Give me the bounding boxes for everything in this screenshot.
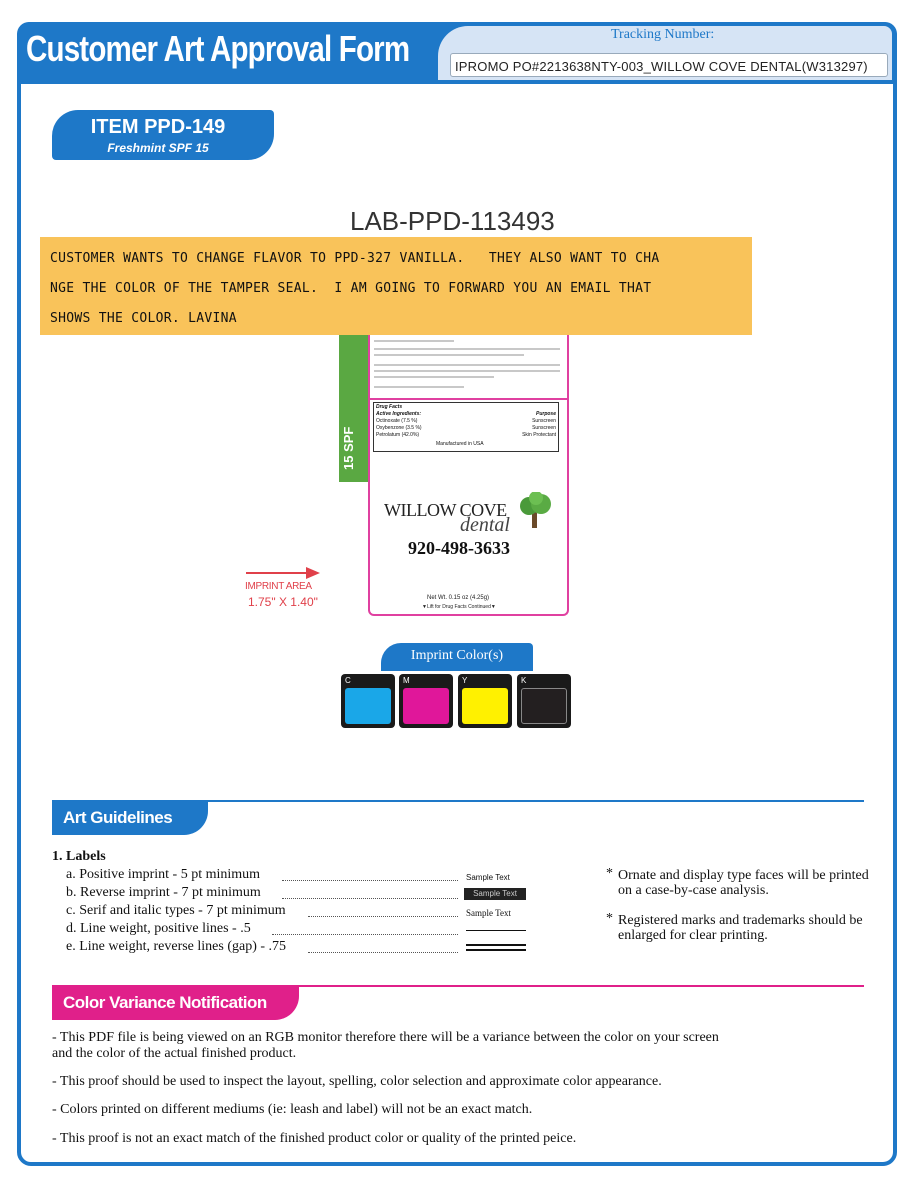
swatch-fill — [403, 688, 449, 724]
net-weight: Net Wt. 0.15 oz (4.25g) — [427, 595, 490, 601]
note-line: CUSTOMER WANTS TO CHANGE FLAVOR TO PPD-327 VANILLA. THEY ALSO WANT TO CHA — [50, 251, 660, 266]
made-in-text: Manufactured in USA — [436, 441, 484, 447]
item-name: Freshmint SPF 15 — [107, 141, 209, 155]
fine-print-line — [374, 386, 464, 388]
ingredient-purpose: Sunscreen — [532, 425, 556, 431]
fine-print-line — [374, 354, 524, 356]
drug-facts-box — [373, 402, 559, 452]
ingredient-purpose: Sunscreen — [532, 418, 556, 424]
variance-item: - This proof is not an exact match of the finished product color or quality of the printed peice. — [52, 1131, 577, 1146]
swatch-letter: C — [345, 676, 351, 685]
fine-print-line — [374, 364, 560, 366]
bullet-icon: * — [606, 911, 613, 926]
leader-dots — [308, 952, 458, 953]
sample-reverse: Sample Text — [464, 888, 526, 900]
swatch-yellow — [458, 674, 512, 728]
purpose-heading: Purpose — [535, 411, 556, 417]
drug-facts-title: Drug Facts — [376, 404, 403, 410]
ingredient-purpose: Skin Protectant — [522, 432, 556, 438]
color-variance-title: Color Variance Notification — [63, 993, 267, 1012]
variance-item: - Colors printed on different mediums (ie: leash and label) will not be an exact match. — [52, 1102, 533, 1117]
strip-text: 15 SPF — [341, 426, 356, 470]
imprint-colors-title: Imprint Color(s) — [410, 648, 504, 663]
fine-print-line — [374, 340, 454, 342]
guideline-row: a. Positive imprint - 5 pt minimum — [66, 867, 261, 882]
sample-serif: Sample Text — [466, 908, 511, 918]
ingredient-name: Octinoxate (7.5 %) — [376, 418, 418, 424]
swatch-cyan — [341, 674, 395, 728]
arrow-right-icon — [246, 566, 320, 580]
leader-dots — [282, 880, 458, 881]
bullet-icon: * — [606, 866, 613, 881]
ingredient-name: Oxybenzone (3.5 %) — [376, 425, 422, 431]
swatch-fill — [521, 688, 567, 724]
tree-logo-icon — [517, 492, 553, 530]
label-divider — [368, 398, 569, 400]
swatch-letter: M — [403, 676, 410, 685]
sample-reverse-line — [466, 944, 526, 946]
variance-item: - This proof should be used to inspect the layout, spelling, color selection and approximate color appearance. — [52, 1074, 662, 1089]
guideline-note: Ornate and display type faces will be printed on a case-by-case analysis. — [618, 868, 869, 898]
brand-name: WILLOW COVE — [384, 500, 507, 520]
variance-item: - This PDF file is being viewed on an RGB monitor therefore there will be a variance between the color on your screen and the color of the actual finished product. — [52, 1030, 719, 1061]
swatch-letter: K — [521, 676, 527, 685]
brand-subname: dental — [460, 514, 510, 536]
imprint-area-size: 1.75" X 1.40" — [248, 595, 318, 609]
leader-dots — [308, 916, 458, 917]
phone-number: 920-498-3633 — [408, 538, 510, 558]
swatch-fill — [462, 688, 508, 724]
note-line: NGE THE COLOR OF THE TAMPER SEAL. I AM GOING TO FORWARD YOU AN EMAIL THAT — [50, 281, 652, 296]
note-line: SHOWS THE COLOR. LAVINA — [50, 311, 237, 326]
fine-print-line — [374, 348, 560, 350]
art-guidelines-title: Art Guidelines — [63, 808, 173, 827]
imprint-area-label: IMPRINT AREA — [245, 581, 312, 592]
sample-positive: Sample Text — [466, 873, 510, 882]
fine-print-line — [374, 370, 560, 372]
swatch-magenta — [399, 674, 453, 728]
swatch-black — [517, 674, 571, 728]
leader-dots — [282, 898, 458, 899]
active-ingredients-heading: Active Ingredients: — [376, 411, 422, 417]
guideline-row: c. Serif and italic types - 7 pt minimum — [66, 903, 286, 918]
swatch-letter: Y — [462, 676, 468, 685]
guideline-row: e. Line weight, reverse lines (gap) - .75 — [66, 939, 287, 954]
labels-heading: 1. Labels — [52, 849, 106, 864]
guideline-row: b. Reverse imprint - 7 pt minimum — [66, 885, 261, 900]
swatch-fill — [345, 688, 391, 724]
lift-note: ▼Lift for Drug Facts Continued▼ — [422, 604, 496, 610]
tracking-label: Tracking Number: — [611, 27, 715, 42]
fine-print-line — [374, 376, 494, 378]
form-title: Customer Art Approval Form — [26, 28, 410, 69]
lab-number: LAB-PPD-113493 — [350, 206, 555, 236]
guideline-note: Registered marks and trademarks should be enlarged for clear printing. — [618, 913, 863, 943]
tracking-value: IPROMO PO#2213638NTY-003_WILLOW COVE DENTAL(W313297) — [455, 59, 868, 74]
sample-positive-line — [466, 930, 526, 931]
leader-dots — [272, 934, 458, 935]
item-number: ITEM PPD-149 — [90, 116, 226, 138]
guideline-row: d. Line weight, positive lines - .5 — [66, 921, 251, 936]
sample-reverse-line — [466, 949, 526, 951]
ingredient-name: Petrolatum (42.0%) — [376, 432, 420, 438]
